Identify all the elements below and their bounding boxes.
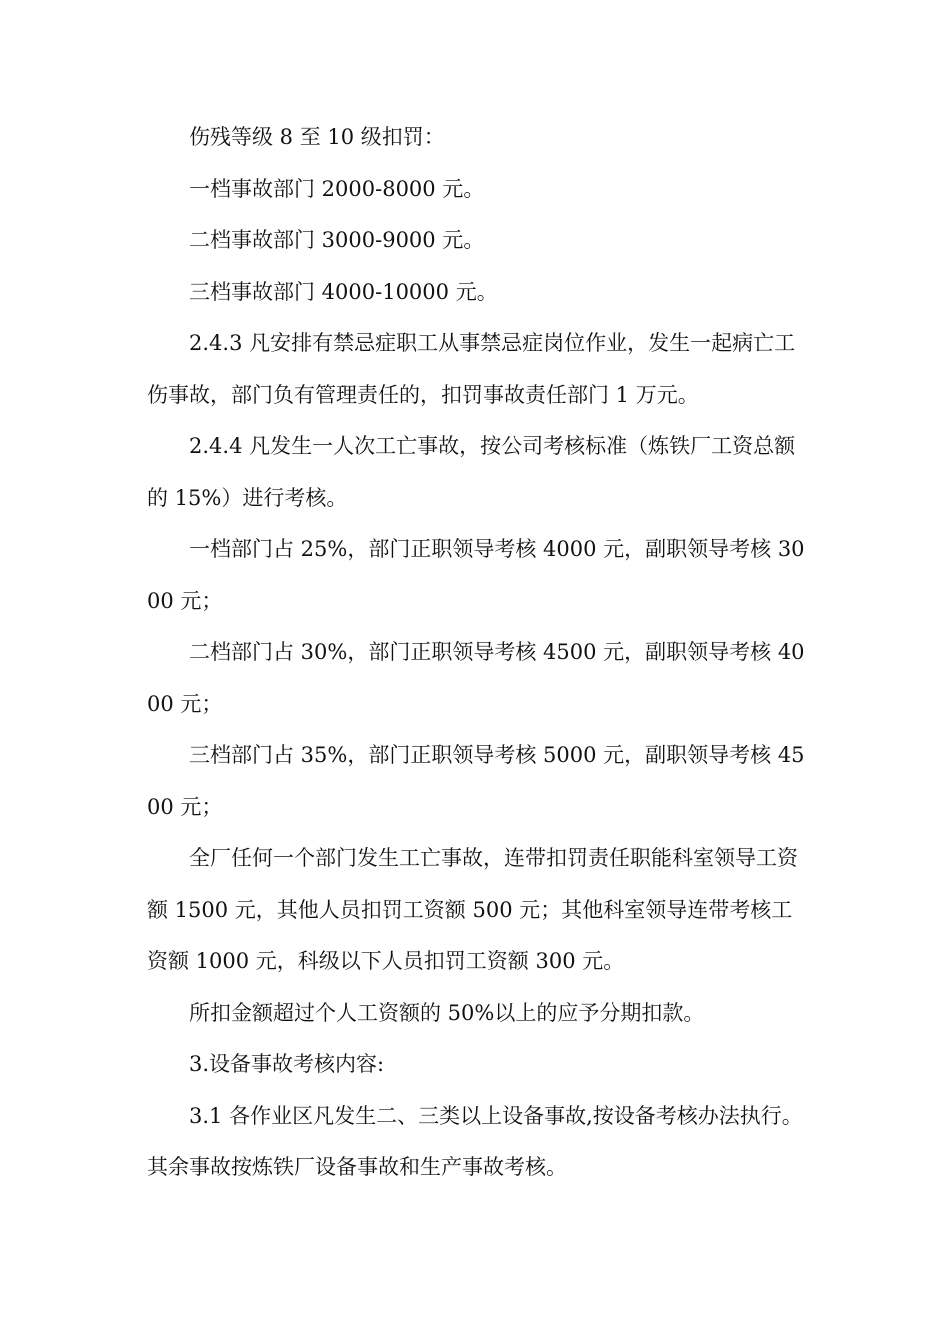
paragraph-3-1: 3.1 各作业区凡发生二、三类以上设备事故,按设备考核办法执行。其余事故按炼铁厂设备事故和生产事故考核。 [147,1103,803,1179]
paragraph-injury-grade: 伤残等级 8 至 10 级扣罚： [189,125,445,149]
paragraph-tier-3-share: 三档部门占 35%，部门正职领导考核 5000 元，副职领导考核 4500 元； [147,743,805,819]
document-body [147,112,807,1194]
paragraph-2-4-3: 2.4.3 凡安排有禁忌症职工从事禁忌症岗位作业，发生一起病亡工伤事故，部门负有管理责任的，扣罚事故责任部门 1 万元。 [147,331,796,407]
paragraph-tier-1-share: 一档部门占 25%，部门正职领导考核 4000 元，副职领导考核 3000 元； [147,537,805,613]
paragraph-tier-3-penalty: 三档事故部门 4000-10000 元。 [189,279,498,304]
section-heading-equipment-accident: 3.设备事故考核内容: [189,1052,385,1076]
paragraph-tier-2-share: 二档部门占 30%，部门正职领导考核 4500 元，副职领导考核 4000 元； [147,640,805,716]
paragraph-installment-deduction: 所扣金额超过个人工资额的 50%以上的应予分期扣款。 [189,1000,705,1025]
paragraph-2-4-4: 2.4.4 凡发生一人次工亡事故，按公司考核标准（炼铁厂工资总额的 15%）进行考核。 [147,434,796,510]
paragraph-tier-1-penalty: 一档事故部门 2000-8000 元。 [189,176,485,201]
paragraph-plant-wide-penalty: 全厂任何一个部门发生工亡事故，连带扣罚责任职能科室领导工资额 1500 元，其他人员扣罚工资额 500 元；其他科室领导连带考核工资额 1000 元，科级以下人员扣罚工资额 300 元。 [147,846,798,973]
paragraph-tier-2-penalty: 二档事故部门 3000-9000 元。 [189,228,485,252]
